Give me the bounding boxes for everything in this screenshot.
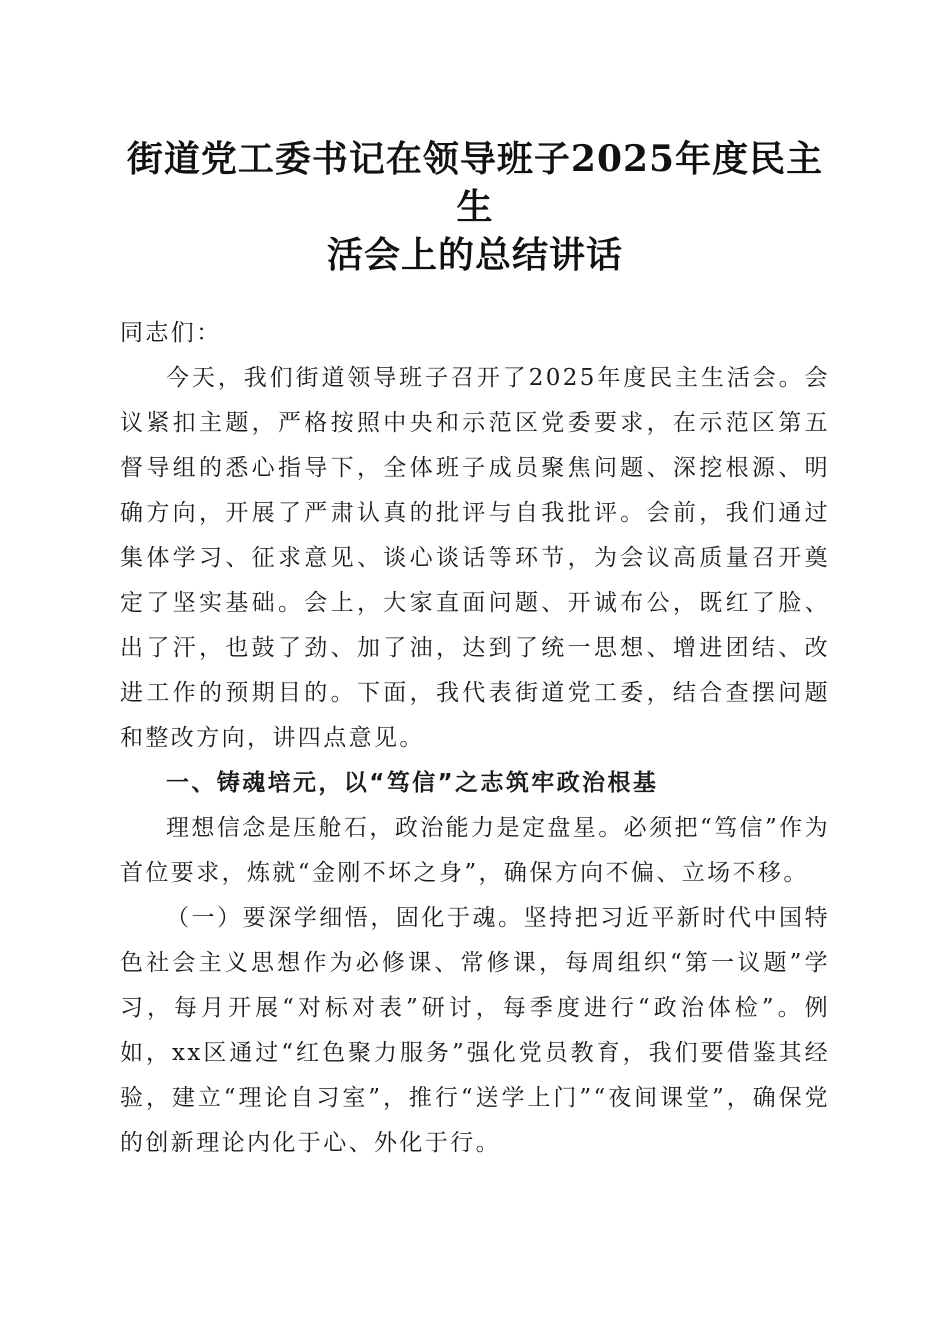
subsection-text-1: 坚持把习近平新时代中国特色社会主义思想作为必修课、常修课，每周组织“第一议题”学习，每月开展“对标对表”研讨，每季度进行“政治体检”。例如，xx区通过“红色聚力服务”强化党员教育，我们要借鉴其经验，建立“理论自习室”，推行“送学上门”“夜间课堂”，确保党的创新理论内化于心、外化于行。: [120, 905, 830, 1156]
section-heading-1: 一、铸魂培元，以“笃信”之志筑牢政治根基: [166, 770, 659, 796]
title-line-2: 活会上的总结讲话: [326, 234, 623, 276]
subsection-title-1: （一）要深学细悟，固化于魂。: [166, 905, 524, 931]
paragraph-intro: 今天，我们街道领导班子召开了2025年度民主生活会。会议紧扣主题，严格按照中央和示范区党委要求，在示范区第五督导组的悉心指导下，全体班子成员聚焦问题、深挖根源、明确方向，开展了严肃认真的批评与自我批评。会前，我们通过集体学习、征求意见、谈心谈话等环节，为会议高质量召开奠定了坚实基础。会上，大家直面问题、开诚布公，既红了脸、出了汗，也鼓了劲、加了油，达到了统一思想、增进团结、改进工作的预期目的。下面，我代表街道党工委，结合查摆问题和整改方向，讲四点意见。: [120, 365, 830, 751]
document-body: [120, 311, 830, 1166]
paragraph-section-1: 理想信念是压舱石，政治能力是定盘星。必须把“笃信”作为首位要求，炼就“金刚不坏之身”，确保方向不偏、立场不移。: [120, 815, 830, 886]
title-line-1: 街道党工委书记在领导班子2025年度民主生: [126, 138, 824, 228]
salutation: 同志们：: [120, 320, 222, 346]
document-title: [120, 135, 830, 279]
paragraph-subsection-1: [120, 896, 830, 1166]
